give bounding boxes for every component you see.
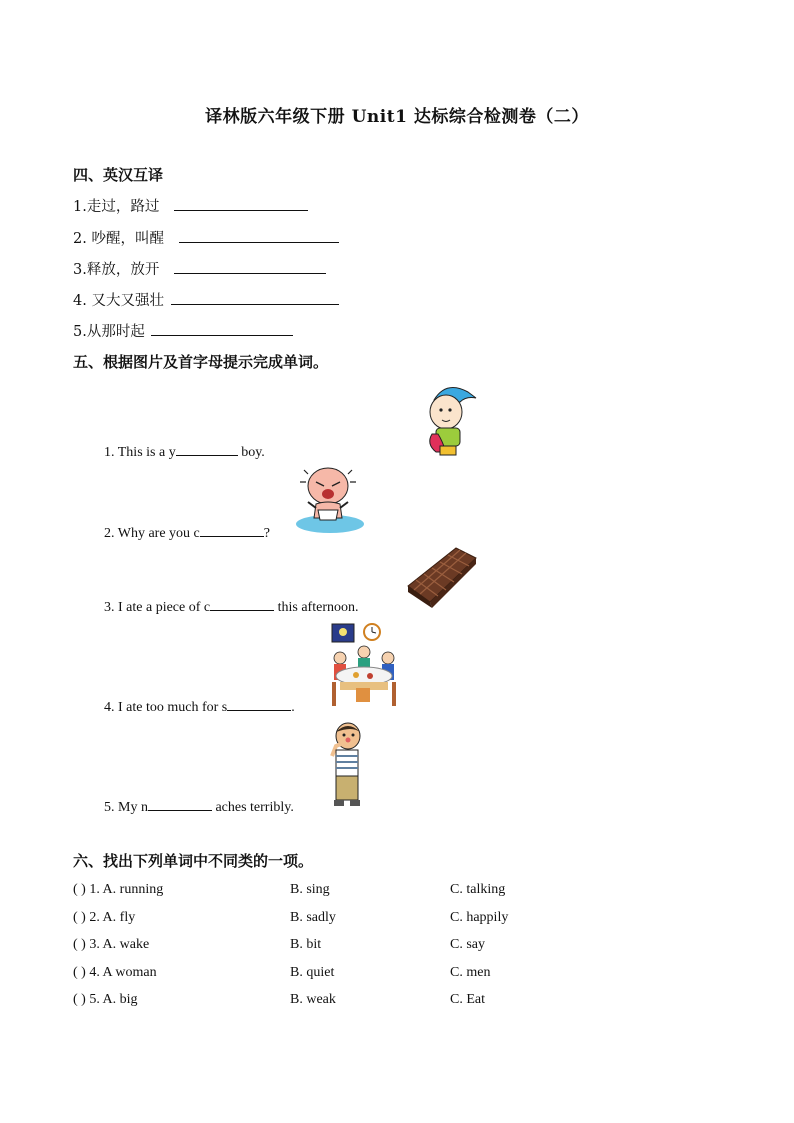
question-1-blank[interactable] [176,441,238,456]
question-5-prefix: 5. My n [104,800,148,815]
picture-question-2 [104,522,270,542]
section6-heading: 六、找出下列单词中不同类的一项。 [73,852,314,870]
choice-row-3-b: B. bit [290,937,322,952]
translation-item-1 [73,195,308,216]
crying-baby-icon [294,462,366,536]
choice-row-3-a: ( ) 3. A. wake [73,937,150,952]
choice-row-2-c: C. happily [450,910,509,925]
choice-row-5-c: C. Eat [450,992,485,1007]
question-3-prefix: 3. I ate a piece of c [104,600,211,615]
choice-row-4-a: ( ) 4. A woman [73,965,157,980]
translation-item-4 [73,289,339,310]
question-4-prefix: 4. I ate too much for s [104,700,228,715]
translation-item-3-text: 3.释放，放开 [73,262,160,278]
choice-row-5-b: B. weak [290,992,336,1007]
translation-item-4-text: 4. 又大又强壮 [73,293,164,309]
translation-item-2 [73,227,339,248]
question-4-blank[interactable] [227,696,291,711]
choice-row-4-c: C. men [450,965,491,980]
question-2-suffix: ? [263,526,270,541]
translation-item-5 [73,320,293,341]
translation-item-3 [73,258,326,279]
question-1-suffix: boy. [237,445,265,460]
question-4-suffix: . [291,700,295,715]
page-title: 译林版六年级下册 Unit1 达标综合检测卷（二） [205,107,589,127]
choice-row-3-c: C. say [450,937,485,952]
picture-question-4 [104,696,295,716]
choice-row-1-b: B. sing [290,882,330,897]
choice-row-2-b: B. sadly [290,910,336,925]
choice-row-1-a: ( ) 1. A. running [73,882,164,897]
picture-question-5 [104,796,294,816]
choice-row-1-c: C. talking [450,882,506,897]
translation-item-2-text: 2. 吵醒，叫醒 [73,231,164,247]
picture-question-1 [104,441,265,461]
section5-heading: 五、根据图片及首字母提示完成单词。 [73,353,329,371]
answer-blank-3[interactable] [174,259,326,274]
answer-blank-5[interactable] [151,321,293,336]
question-2-prefix: 2. Why are you c [104,526,200,541]
question-5-blank[interactable] [148,796,212,811]
family-supper-icon [326,620,402,708]
question-1-prefix: 1. This is a y [104,445,176,460]
question-2-blank[interactable] [200,522,264,537]
answer-blank-1[interactable] [174,196,308,211]
question-3-suffix: this afternoon. [274,600,359,615]
question-5-suffix: aches terribly. [211,800,294,815]
answer-blank-4[interactable] [171,290,339,305]
choice-row-5-a: ( ) 5. A. big [73,992,138,1007]
question-3-blank[interactable] [210,596,274,611]
section4-heading: 四、英汉互译 [73,166,164,184]
translation-item-1-text: 1.走过，路过 [73,199,160,215]
picture-question-3 [104,596,358,616]
young-boy-cap-icon [416,378,478,458]
boy-pointing-nose-icon [322,720,368,810]
choice-row-4-b: B. quiet [290,965,335,980]
chocolate-bar-icon [406,546,478,610]
answer-blank-2[interactable] [179,228,339,243]
choice-row-2-a: ( ) 2. A. fly [73,910,136,925]
translation-item-5-text: 5.从那时起 [73,324,145,340]
